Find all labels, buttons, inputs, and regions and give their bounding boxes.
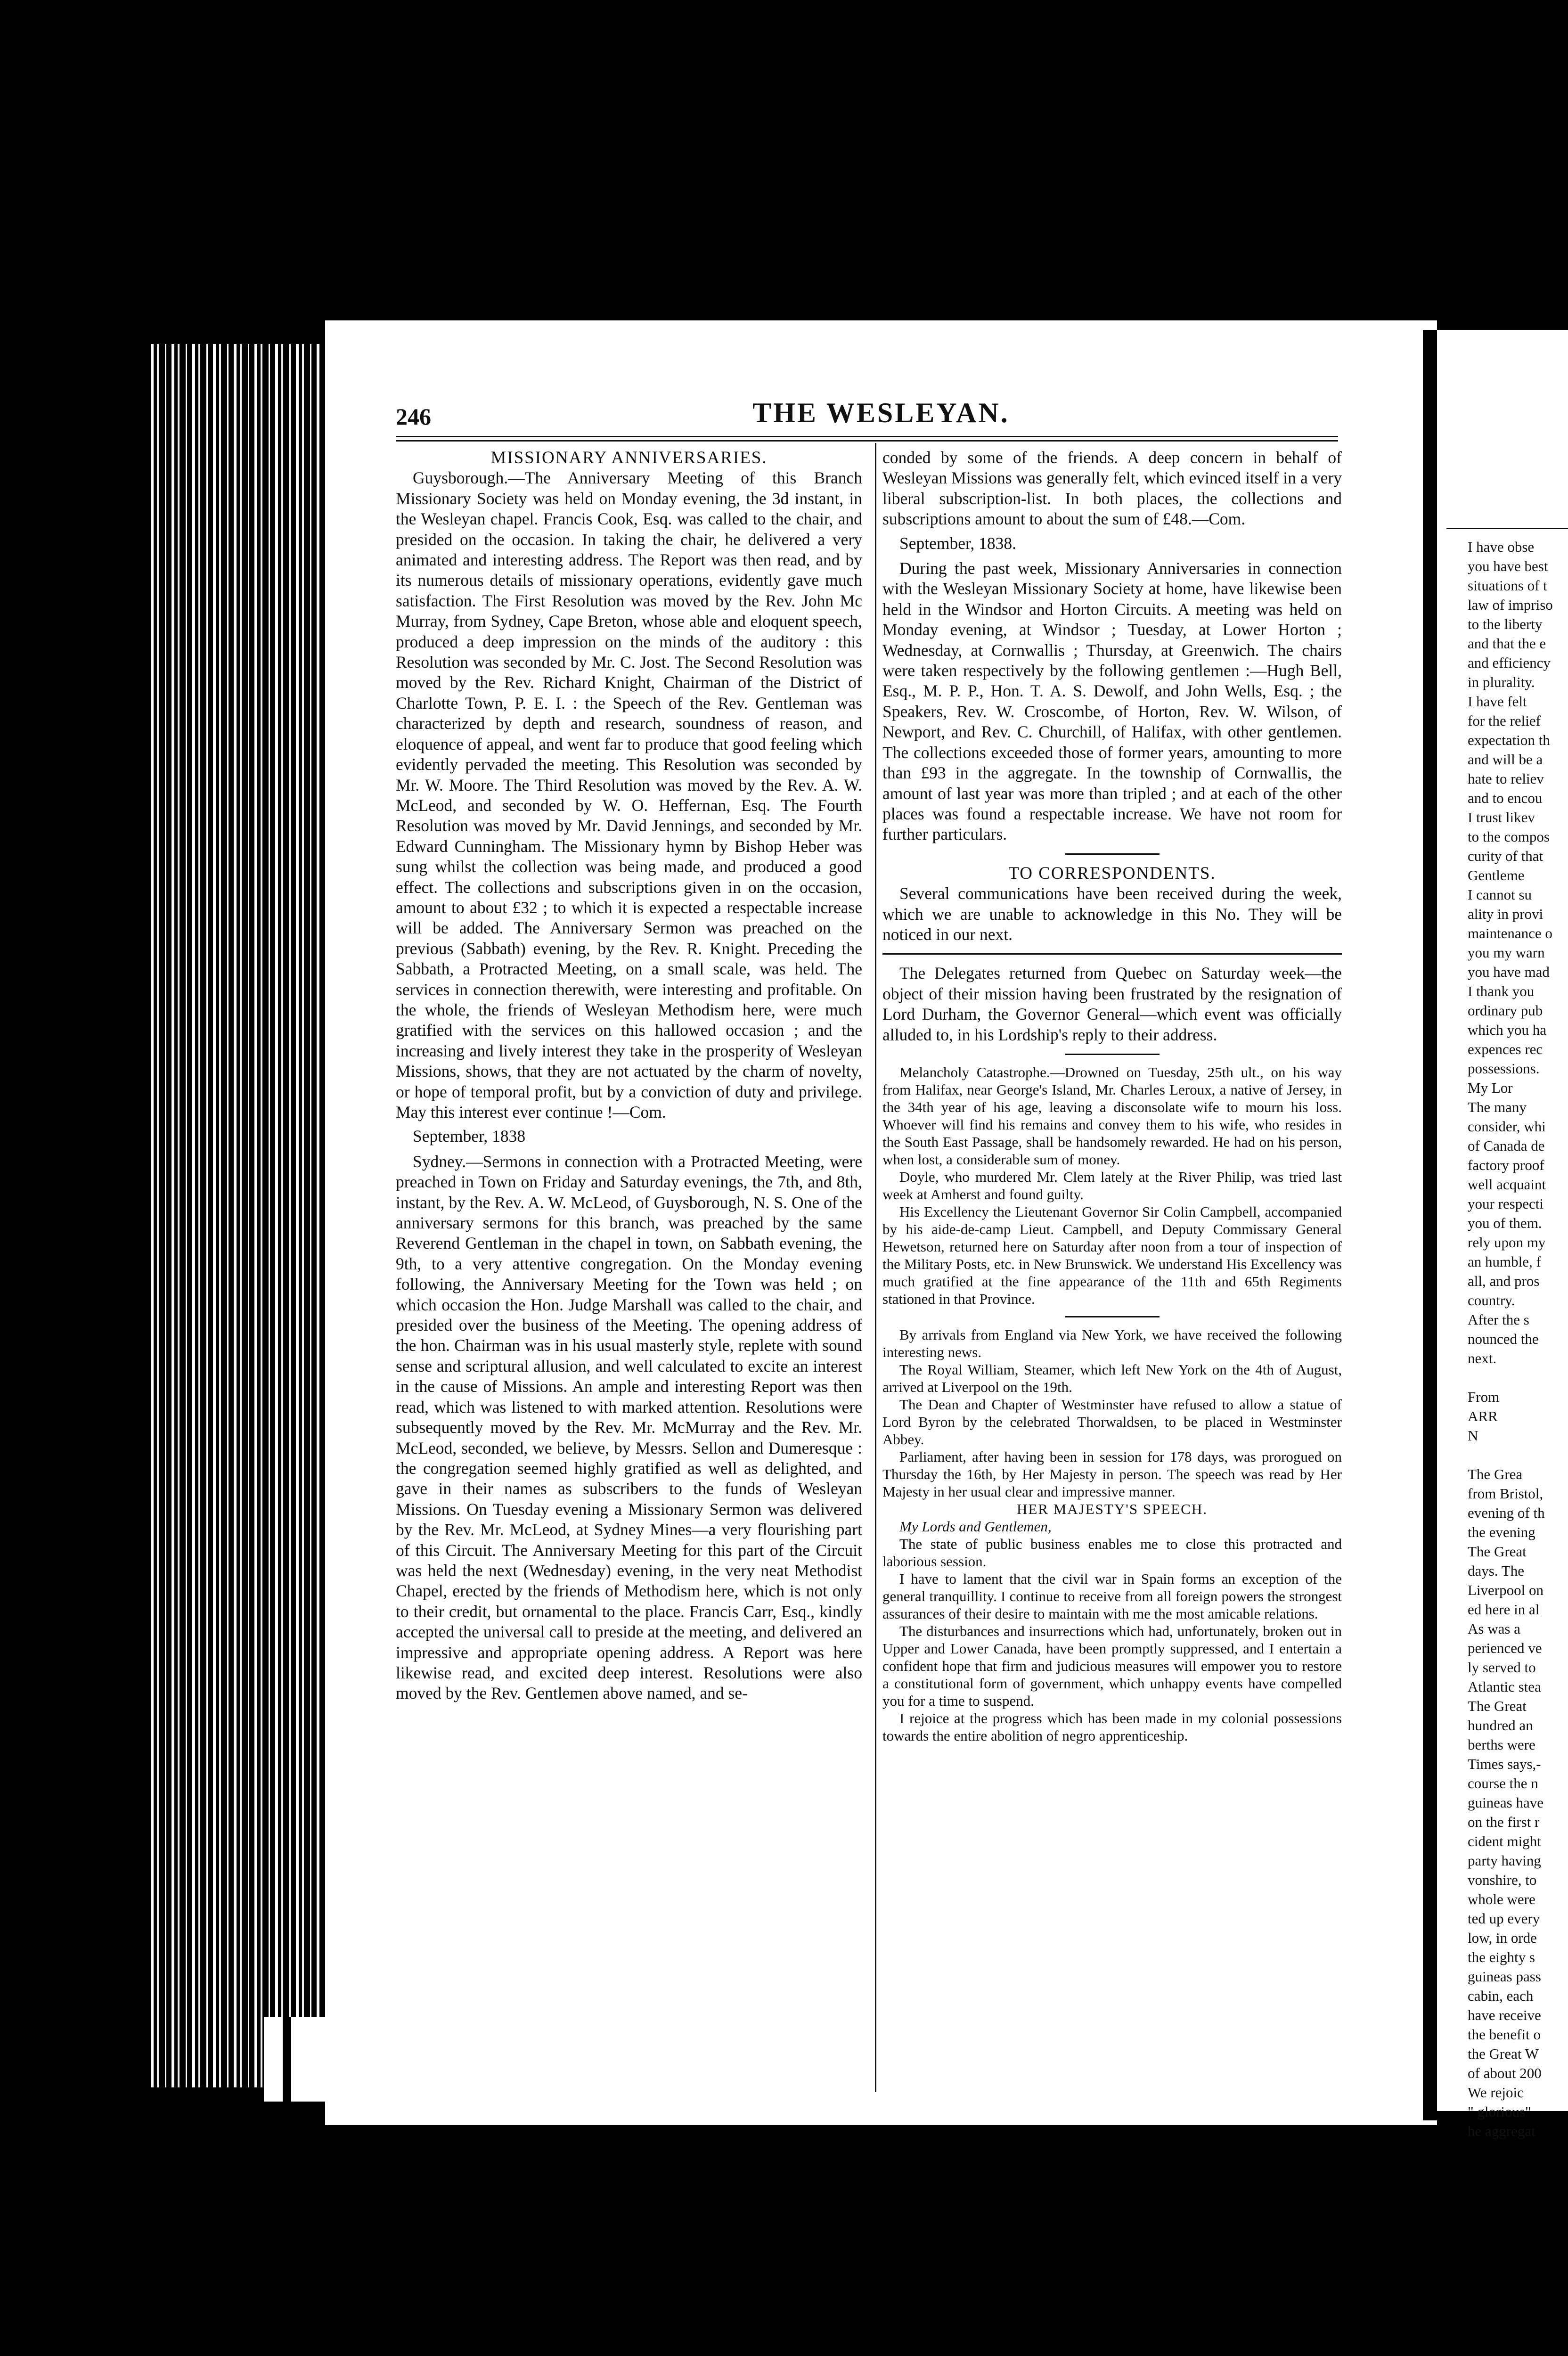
fragment-line: situations of t: [1468, 577, 1547, 594]
fragment-line: curity of that: [1468, 848, 1544, 864]
fragment-line: maintenance o: [1468, 925, 1552, 941]
fragment-line: and efficiency: [1468, 654, 1551, 671]
article-arrivals: By arrivals from England via New York, we have received the following interesting news.: [882, 1326, 1342, 1360]
fragment-line: well acquaint: [1468, 1176, 1546, 1193]
fragment-line: nounced the: [1468, 1331, 1539, 1347]
fragment-line: guineas pass: [1468, 1968, 1541, 1985]
fragment-line: to the liberty: [1468, 616, 1543, 632]
fragment-line: My Lor: [1468, 1080, 1513, 1096]
fragment-line: and to encou: [1468, 790, 1543, 806]
fragment-line: law of impriso: [1468, 597, 1553, 613]
fragment-line: I thank you: [1468, 983, 1535, 999]
fragment-line: hundred an: [1468, 1717, 1533, 1734]
speech-heading: HER MAJESTY'S SPEECH.: [1016, 1500, 1208, 1517]
fragment-line: the eighty s: [1468, 1949, 1535, 1965]
fragment-line: vonshire, to: [1468, 1872, 1537, 1888]
fragment-line: We rejoic: [1468, 2084, 1524, 2101]
header-rule: [396, 436, 1338, 442]
fragment-line: I have obse: [1468, 539, 1535, 555]
speech-paragraph: The disturbances and insurrections which had, unfortunately, broken out in Upper and Lower Canada, have been promptly suppressed, and I entertain a confident hope that firm and judicious measures will empower you to restore a constitutional form of government, which unhappy events have compelled you for a time to suspend.: [882, 1622, 1342, 1709]
fragment-line: cident might: [1468, 1833, 1541, 1849]
divider: [882, 953, 1342, 955]
fragment-line: perienced ve: [1468, 1640, 1542, 1656]
fragment-line: next.: [1468, 1350, 1497, 1366]
fragment-line: The Great: [1468, 1543, 1527, 1560]
article-delegates: The Delegates returned from Quebec on Saturday week—the object of their mission having been frustrated by the resignation of Lord Durham, the Governor General—which event was officially alluded to, in his Lordship's reply to their address.: [882, 964, 1342, 1044]
fragment-line: possessions.: [1468, 1060, 1540, 1077]
fragment-line: ly served to: [1468, 1659, 1536, 1676]
fragment-line: party having: [1468, 1852, 1541, 1869]
fragment-line: for the relief: [1468, 712, 1541, 729]
fragment-line: hate to reliev: [1468, 770, 1544, 787]
fragment-line: Atlantic stea: [1468, 1678, 1541, 1695]
correspondents-heading: TO CORRESPONDENTS.: [1008, 863, 1216, 883]
header-rule: [1446, 528, 1568, 529]
fragment-line: The many: [1468, 1099, 1527, 1115]
fragment-line: you of them.: [1468, 1215, 1542, 1231]
fragment-line: whole were: [1468, 1891, 1535, 1907]
article-lieutenant-governor: His Excellency the Lieutenant Governor Sir Colin Campbell, accompanied by his aide-de-camp Lieut. Campbell, and Deputy Commissary General Hewetson, returned here on Saturday after noon from a tour of inspection of the Military Posts, etc. in New Brunswick. We understand His Excellency was much gratified at the fine appearance of the 11th and 65th Regiments stationed in that Province.: [882, 1203, 1342, 1307]
fragment-line: N: [1468, 1427, 1478, 1444]
fragment-line: Liverpool on: [1468, 1582, 1544, 1598]
fragment-line: Gentleme: [1468, 867, 1525, 884]
article-doyle: Doyle, who murdered Mr. Clem lately at the River Philip, was tried last week at Amherst and found guilty.: [882, 1168, 1342, 1203]
fragment-line: your respecti: [1468, 1195, 1544, 1212]
fragment-line: expences rec: [1468, 1041, 1543, 1057]
fragment-line: The Great: [1468, 1698, 1527, 1714]
speech-salutation: My Lords and Gentlemen,: [899, 1518, 1052, 1535]
fragment-line: of about 200: [1468, 2065, 1542, 2081]
fragment-line: I have felt: [1468, 693, 1527, 710]
speech-paragraph: I rejoice at the progress which has been made in my colonial possessions towards the entire abolition of negro apprenticeship.: [882, 1710, 1342, 1744]
fragment-line: berths were: [1468, 1736, 1535, 1753]
fragment-line: guineas have: [1468, 1794, 1544, 1811]
article-date: September, 1838.: [899, 533, 1017, 553]
column-rule: [875, 443, 876, 2092]
section-heading: MISSIONARY ANNIVERSARIES.: [490, 448, 768, 467]
article-date: September, 1838: [413, 1127, 526, 1146]
article-guysborough: Guysborough.—The Anniversary Meeting of this Branch Missionary Society was held on Monday evening, the 3d instant, in the Wesleyan chapel. Francis Cook, Esq. was called to the chair, and presided on the occasion. In taking the chair, he delivered a very animated and interesting address. The Report was then read, and by its numerous details of missionary operations, evidently gave much satisfaction. The First Resolution was moved by the Rev. John Mc Murray, from Sydney, Cape Breton, whose able and eloquent speech, produced a deep impression on the minds of the auditory : this Resolution was seconded by Mr. C. Jost. The Second Resolution was moved by the Rev. Richard Knight, Chairman of the District of Charlotte Town, P. E. I. : the Speech of the Rev. Gentleman was characterized by depth and research, soundness of reason, and eloquence of appeal, and went far to produce that good feeling which evidently pervaded the meeting. This Resolution was seconded by Mr. W. Moore. The Third Resolution was moved by the Rev. A. W. McLeod, and seconded by W. O. Heffernan, Esq. The Fourth Resolution was moved by Mr. David Jennings, and seconded by Mr. Edward Cunningham. The Missionary hymn by Bishop Heber was sung whilst the collection was being made, and produced a good effect. The collections and subscriptions given in on the occasion, amount to about £32 ; to which it is expected a respectable increase will be added. The Anniversary Sermon was preached on the previous (Sabbath) evening, by the Rev. R. Knight. Preceding the Sabbath, a Protracted Meeting, on a small scale, was held. The services in connection therewith, were interesting and profitable. On the whole, the friends of Wesleyan Methodism here, were much gratified with the services on this hallowed occasion ; and the increasing and lively interest they take in the prosperity of Wesleyan Missions, shows, that they are not actuated by the charm of novelty, or hope of temporal profit, but by a conviction of duty and privilege. May this interest ever continue !—Com.: [396, 468, 862, 1121]
fragment-line: of Canada de: [1468, 1137, 1545, 1154]
fragment-line: which you ha: [1468, 1022, 1547, 1038]
fragment-line: an humble, f: [1468, 1253, 1541, 1270]
page-number: 246: [396, 403, 431, 430]
article-parliament: Parliament, after having been in session for 178 days, was prorogued on Thursday the 16th, by Her Majesty in person. The speech was read by Her Majesty in her usual clear and impressive manner.: [882, 1448, 1342, 1500]
fragment-line: you my warn: [1468, 944, 1545, 961]
fragment-line: ordinary pub: [1468, 1002, 1543, 1019]
fragment-line: he aggregat: [1468, 2123, 1535, 2139]
fragment-line: country.: [1468, 1292, 1515, 1309]
fragment-line: ality in provi: [1468, 906, 1544, 922]
fragment-line: and will be a: [1468, 751, 1543, 768]
fragment-line: you have mad: [1468, 964, 1550, 980]
fragment-line: [1468, 1445, 1568, 1464]
fragment-line: After the s: [1468, 1311, 1529, 1328]
fragment-line: " glorious": [1468, 2103, 1531, 2120]
fragment-line: days. The: [1468, 1562, 1524, 1579]
article-windsor-horton: During the past week, Missionary Anniversaries in connection with the Wesleyan Missionary Society at home, have likewise been held in the Windsor and Horton Circuits. A meeting was held on Monday evening, at Windsor ; Tuesday, at Lower Horton ; Wednesday, at Cornwallis ; Thursday, at Greenwich. The chairs were taken respectively by the following gentlemen :—Hugh Bell, Esq., M. P. P., Hon. T. A. S. Dewolf, and John Wells, Esq. ; the Speakers, Rev. W. Croscombe, of Horton, Rev. W. Wilson, of Newport, and Rev. C. Churchill, of Halifax, with other gentlemen. The collections exceeded those of former years, amounting to more than £93 in the aggregate. In the township of Cornwallis, the amount of last year was more than tripled ; and at each of the other places was found a respectable increase. We have not room for further particulars.: [882, 559, 1342, 844]
fragment-line: to the compos: [1468, 828, 1550, 845]
article-catastrophe: Melancholy Catastrophe.—Drowned on Tuesday, 25th ult., on his way from Halifax, near George's Island, Mr. Charles Leroux, a native of Jersey, in the 34th year of his age, leaving a disconsolate wife to mourn his loss. Whoever will find his remains and convey them to his wife, who resides in the South East Passage, shall be handsomely rewarded. He had on his person, when lost, a considerable sum of money.: [882, 1063, 1342, 1168]
speech-paragraph: I have to lament that the civil war in Spain forms an exception of the general tranquillity. I continue to receive from all foreign powers the strongest assurances of their desire to maintain with me the most amicable relations.: [882, 1570, 1342, 1622]
fragment-line: course the n: [1468, 1775, 1538, 1792]
fragment-line: ARR: [1468, 1408, 1498, 1424]
fragment-line: all, and pros: [1468, 1273, 1540, 1289]
fragment-line: and that the e: [1468, 635, 1546, 652]
fragment-line: As was a: [1468, 1620, 1520, 1637]
fragment-line: From: [1468, 1389, 1500, 1405]
fragment-line: the evening: [1468, 1524, 1535, 1540]
divider: [1065, 1316, 1160, 1317]
fragment-line: Times says,-: [1468, 1756, 1541, 1772]
newspaper-page: [325, 320, 1437, 2125]
facing-page-fragment: [1437, 330, 1568, 2139]
fragment-line: [1468, 1368, 1568, 1387]
fragment-line: ed here in al: [1468, 1601, 1540, 1618]
fragment-line: expectation th: [1468, 732, 1550, 748]
page-title: THE WESLEYAN.: [752, 397, 1010, 428]
speech-paragraph: The state of public business enables me to close this protracted and laborious session.: [882, 1535, 1342, 1570]
fragment-line: from Bristol,: [1468, 1485, 1544, 1502]
fragment-line: the benefit o: [1468, 2026, 1541, 2043]
fragment-line: factory proof: [1468, 1157, 1544, 1173]
fragment-line: you have best: [1468, 558, 1548, 574]
fragment-line: The Grea: [1468, 1466, 1523, 1482]
divider: [1065, 1054, 1160, 1055]
fragment-line: on the first r: [1468, 1814, 1540, 1830]
article-westminster: The Dean and Chapter of Westminster have refused to allow a statue of Lord Byron by the celebrated Thorwaldsen, to be placed in Westminster Abbey.: [882, 1396, 1342, 1448]
fragment-line: low, in orde: [1468, 1930, 1537, 1946]
left-column: [396, 448, 862, 1704]
fragment-line: I cannot su: [1468, 886, 1532, 903]
fragment-line: I trust likev: [1468, 809, 1535, 826]
fragment-line: evening of th: [1468, 1505, 1545, 1521]
fragment-line: have receive: [1468, 2007, 1541, 2023]
fragment-line: rely upon my: [1468, 1234, 1546, 1251]
book-edge-pages: [151, 344, 320, 2087]
article-royal-william: The Royal William, Steamer, which left New York on the 4th of August, arrived at Liverpool on the 19th.: [882, 1361, 1342, 1395]
article-sydney: Sydney.—Sermons in connection with a Protracted Meeting, were preached in Town on Friday and Saturday evenings, the 7th, and 8th, instant, by the Rev. A. W. McLeod, of Guysborough, N. S. One of the anniversary sermons for this branch, was preached by the same Reverend Gentleman in the chapel in town, on Sabbath evening, the 9th, to a very attentive congregation. On the Monday evening following, the Anniversary Meeting for the Town was held ; on which occasion the Hon. Judge Marshall was called to the chair, and presided over the business of the Meeting. The opening address of the hon. Chairman was in his usual masterly style, replete with sound sense and scriptural allusion, and well calculated to excite an interest in the cause of Missions. An ample and interesting Report was then read, which was listened to with marked attention. Resolutions were subsequently moved by the Rev. Mr. McMurray and the Rev. Mr. McLeod, seconded, we believe, by Messrs. Sellon and Dumeresque : the congregation seemed highly gratified as well as delighted, and gave in their names as subscribers to the funds of Wesleyan Missions. On Tuesday evening a Missionary Sermon was delivered by the Rev. Mr. McLeod, at Sydney Mines—a very flourishing part of this Circuit. The Anniversary Meeting for this part of the Circuit was held the next (Wednesday) evening, in the very neat Methodist Chapel, erected by the friends of Methodism here, which is not only to their credit, but ornamental to the place. Francis Carr, Esq., kindly accepted the universal call to preside at the meeting, and delivered an impressive and appropriate opening address. A Report was here likewise read, and excited deep interest. Resolutions were also moved by the Rev. Gentlemen above named, and se-: [396, 1152, 862, 1703]
divider: [1065, 853, 1160, 855]
correspondents-notice: Several communications have been received during the week, which we are unable to acknowledge in this No. They will be noticed in our next.: [882, 884, 1342, 944]
middle-column: [882, 448, 1342, 1744]
right-column-fragment: [1468, 537, 1568, 2141]
fragment-line: in plurality.: [1468, 674, 1535, 690]
fragment-line: cabin, each: [1468, 1988, 1534, 2004]
fragment-line: consider, whi: [1468, 1118, 1546, 1135]
fragment-line: the Great W: [1468, 2045, 1539, 2062]
fragment-line: ted up every: [1468, 1910, 1540, 1927]
article-continuation: conded by some of the friends. A deep concern in behalf of Wesleyan Missions was generally felt, which evinced itself in a very liberal subscription-list. In both places, the collections and subscriptions amount to about the sum of £48.—Com.: [882, 448, 1342, 529]
